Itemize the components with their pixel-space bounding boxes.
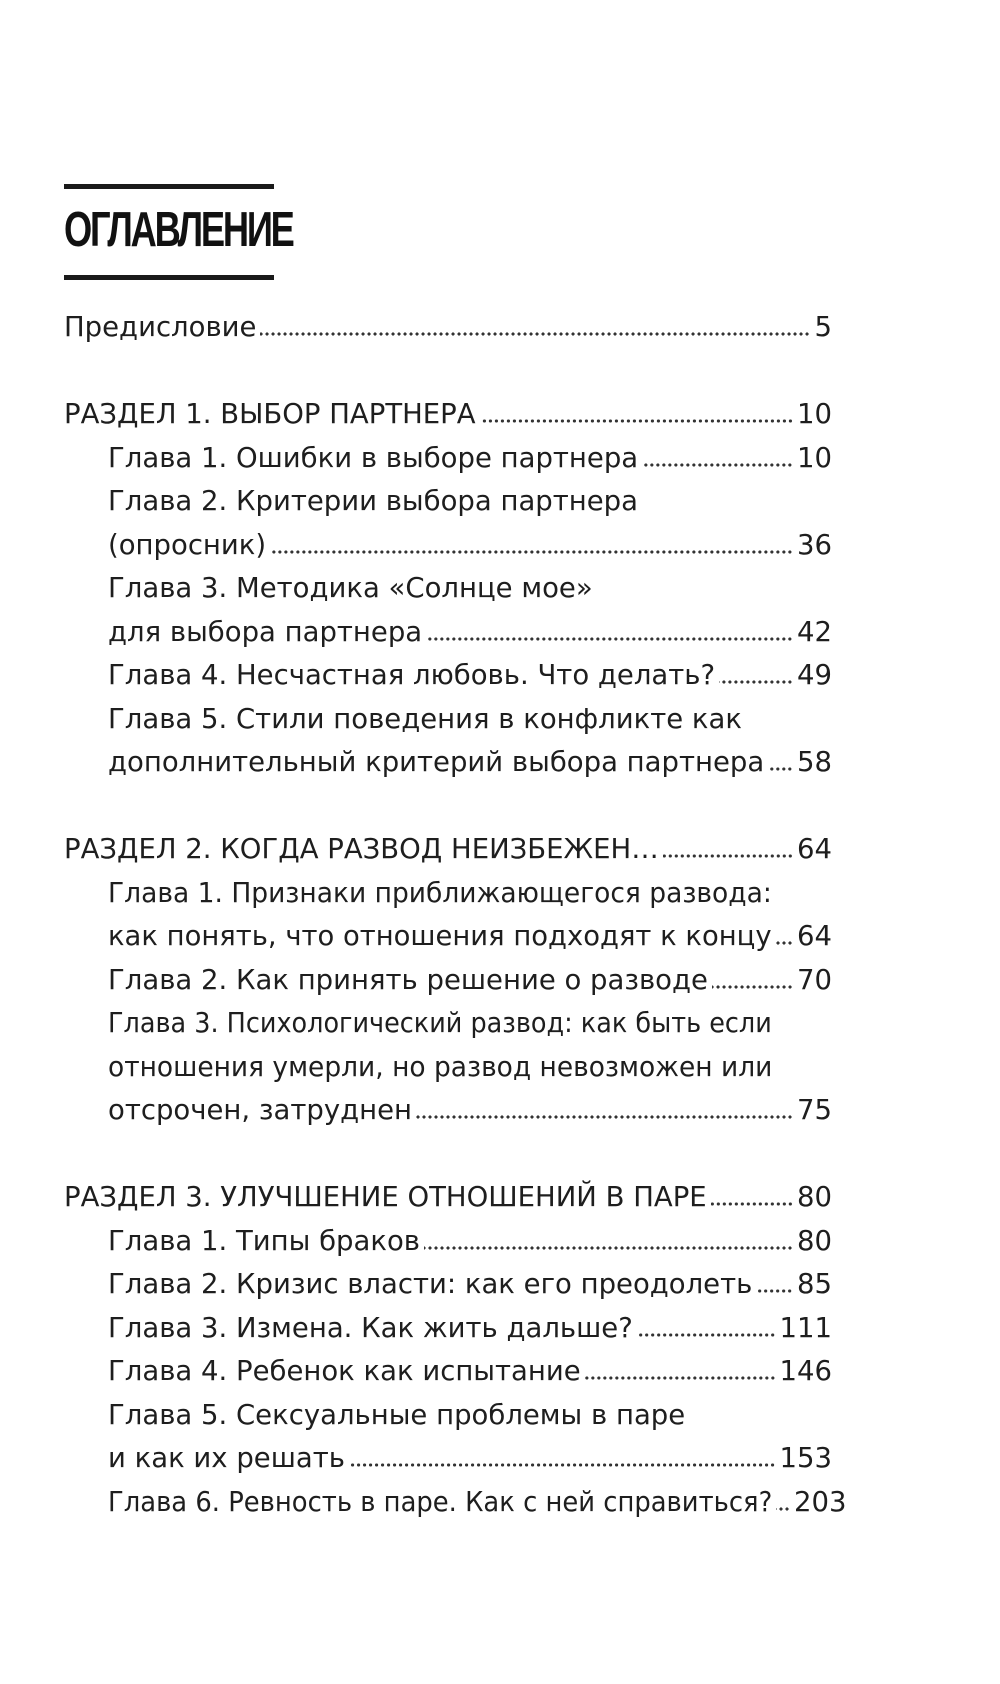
chapter-title-cont: и как их решать: [108, 1442, 345, 1474]
chapter-title: Глава 5. Сексуальные проблемы в паре: [108, 1398, 686, 1431]
toc-chapter-2-3-cont[interactable]: [64, 1046, 832, 1090]
toc-page-number: 64: [797, 833, 832, 865]
toc-page-number: 75: [797, 1094, 832, 1126]
toc-page-number: 10: [797, 398, 832, 430]
dot-leader: [637, 1333, 776, 1337]
dot-leader: [260, 332, 810, 336]
table-of-contents: [64, 306, 847, 1524]
toc-chapter-2-3-cont2[interactable]: [64, 1089, 832, 1133]
chapter-title: Глава 2. Кризис власти: как его преодолеть: [108, 1268, 753, 1300]
dot-leader: [424, 1246, 793, 1250]
dot-leader: [776, 1507, 790, 1511]
toc-chapter-3-5-cont[interactable]: [64, 1437, 832, 1481]
toc-page-number: 80: [797, 1181, 832, 1213]
toc-page-number: 85: [797, 1268, 832, 1300]
chapter-title: Глава 6. Ревность в паре. Как с ней справиться?: [108, 1485, 773, 1518]
spacer: [64, 785, 832, 829]
toc-page-number: 49: [797, 659, 832, 691]
dot-leader: [642, 463, 793, 467]
toc-page-number: 36: [797, 528, 832, 561]
chapter-title: Глава 3. Измена. Как жить дальше?: [108, 1311, 633, 1344]
toc-page-number: 203: [794, 1485, 847, 1518]
toc-chapter-3-1[interactable]: [64, 1220, 832, 1264]
chapter-title: Глава 4. Несчастная любовь. Что делать?: [108, 659, 716, 691]
dot-leader: [585, 1376, 776, 1380]
chapter-title: Глава 2. Критерии выбора партнера: [108, 485, 638, 517]
chapter-title: Глава 1. Ошибки в выборе партнера: [108, 441, 639, 474]
chapter-title-cont: как понять, что отношения подходят к концу: [108, 920, 772, 952]
dot-leader: [719, 680, 793, 684]
dot-leader: [270, 550, 793, 554]
chapter-title-cont: отсрочен, затруднен: [108, 1094, 412, 1126]
toc-chapter-3-4[interactable]: [64, 1350, 832, 1394]
heading-block: [64, 184, 293, 280]
section-title: РАЗДЕЛ 2. КОГДА РАЗВОД НЕИЗБЕЖЕН…: [64, 833, 659, 865]
top-rule: [64, 184, 274, 189]
toc-chapter-1-2-cont[interactable]: [64, 524, 832, 568]
toc-chapter-1-5[interactable]: [64, 698, 832, 742]
dot-leader: [712, 985, 793, 989]
chapter-title: Глава 2. Как принять решение о разводе: [108, 963, 708, 996]
section-title: РАЗДЕЛ 1. ВЫБОР ПАРТНЕРА: [64, 398, 476, 430]
toc-chapter-2-1-cont[interactable]: [64, 915, 832, 959]
toc-section-1[interactable]: [64, 393, 832, 437]
toc-page-number: 42: [797, 615, 832, 648]
toc-chapter-1-3-cont[interactable]: [64, 611, 832, 655]
chapter-title-cont: для выбора партнера: [108, 615, 423, 648]
spacer: [64, 1133, 832, 1177]
chapter-title: Глава 3. Методика «Солнце мое»: [108, 572, 593, 604]
toc-chapter-1-5-cont[interactable]: [64, 741, 832, 785]
toc-chapter-3-3[interactable]: [64, 1307, 832, 1351]
toc-page-number: 111: [779, 1311, 832, 1344]
chapter-title: Глава 4. Ребенок как испытание: [108, 1355, 581, 1387]
toc-page-number: 70: [797, 963, 832, 996]
toc-page-number: 153: [779, 1442, 832, 1474]
toc-page-number: 58: [797, 746, 832, 778]
spacer: [64, 350, 832, 394]
chapter-title: Глава 1. Типы браков: [108, 1224, 420, 1257]
toc-chapter-3-5[interactable]: [64, 1394, 832, 1438]
toc-section-2[interactable]: [64, 828, 832, 872]
toc-chapter-1-3[interactable]: [64, 567, 832, 611]
chapter-title: Глава 5. Стили поведения в конфликте как: [108, 702, 742, 735]
toc-page-number: 80: [797, 1224, 832, 1257]
toc-chapter-2-3[interactable]: [64, 1002, 832, 1046]
toc-entry-title: Предисловие: [64, 311, 257, 343]
dot-leader: [776, 941, 793, 945]
dot-leader: [349, 1463, 776, 1467]
chapter-title: Глава 1. Признаки приближающегося развода:: [108, 876, 772, 909]
toc-chapter-2-2[interactable]: [64, 959, 832, 1003]
toc-page-number: 5: [814, 311, 832, 343]
dot-leader: [480, 419, 793, 423]
chapter-title-cont: дополнительный критерий выбора партнера: [108, 746, 765, 778]
toc-page-number: 64: [797, 920, 832, 952]
bottom-rule: [64, 275, 274, 280]
toc-entry-preface[interactable]: [64, 306, 832, 350]
page-title: ОГЛАВЛЕНИЕ: [64, 203, 293, 257]
toc-chapter-1-2[interactable]: [64, 480, 832, 524]
toc-chapter-1-4[interactable]: [64, 654, 832, 698]
dot-leader: [426, 637, 793, 641]
dot-leader: [663, 854, 793, 858]
toc-chapter-3-6[interactable]: [64, 1481, 847, 1525]
dot-leader: [756, 1289, 793, 1293]
toc-page-number: 10: [797, 441, 832, 474]
toc-section-3[interactable]: [64, 1176, 832, 1220]
chapter-title: Глава 3. Психологический развод: как быть если: [108, 1007, 772, 1039]
dot-leader: [768, 767, 793, 771]
toc-page-number: 146: [779, 1355, 832, 1387]
section-title: РАЗДЕЛ 3. УЛУЧШЕНИЕ ОТНОШЕНИЙ В ПАРЕ: [64, 1181, 707, 1213]
dot-leader: [711, 1202, 793, 1206]
toc-chapter-3-2[interactable]: [64, 1263, 832, 1307]
chapter-title-cont: отношения умерли, но развод невозможен или: [108, 1050, 773, 1083]
dot-leader: [416, 1115, 793, 1119]
toc-chapter-2-1[interactable]: [64, 872, 832, 916]
toc-chapter-1-1[interactable]: [64, 437, 832, 481]
chapter-title-cont: (опросник): [108, 528, 267, 561]
